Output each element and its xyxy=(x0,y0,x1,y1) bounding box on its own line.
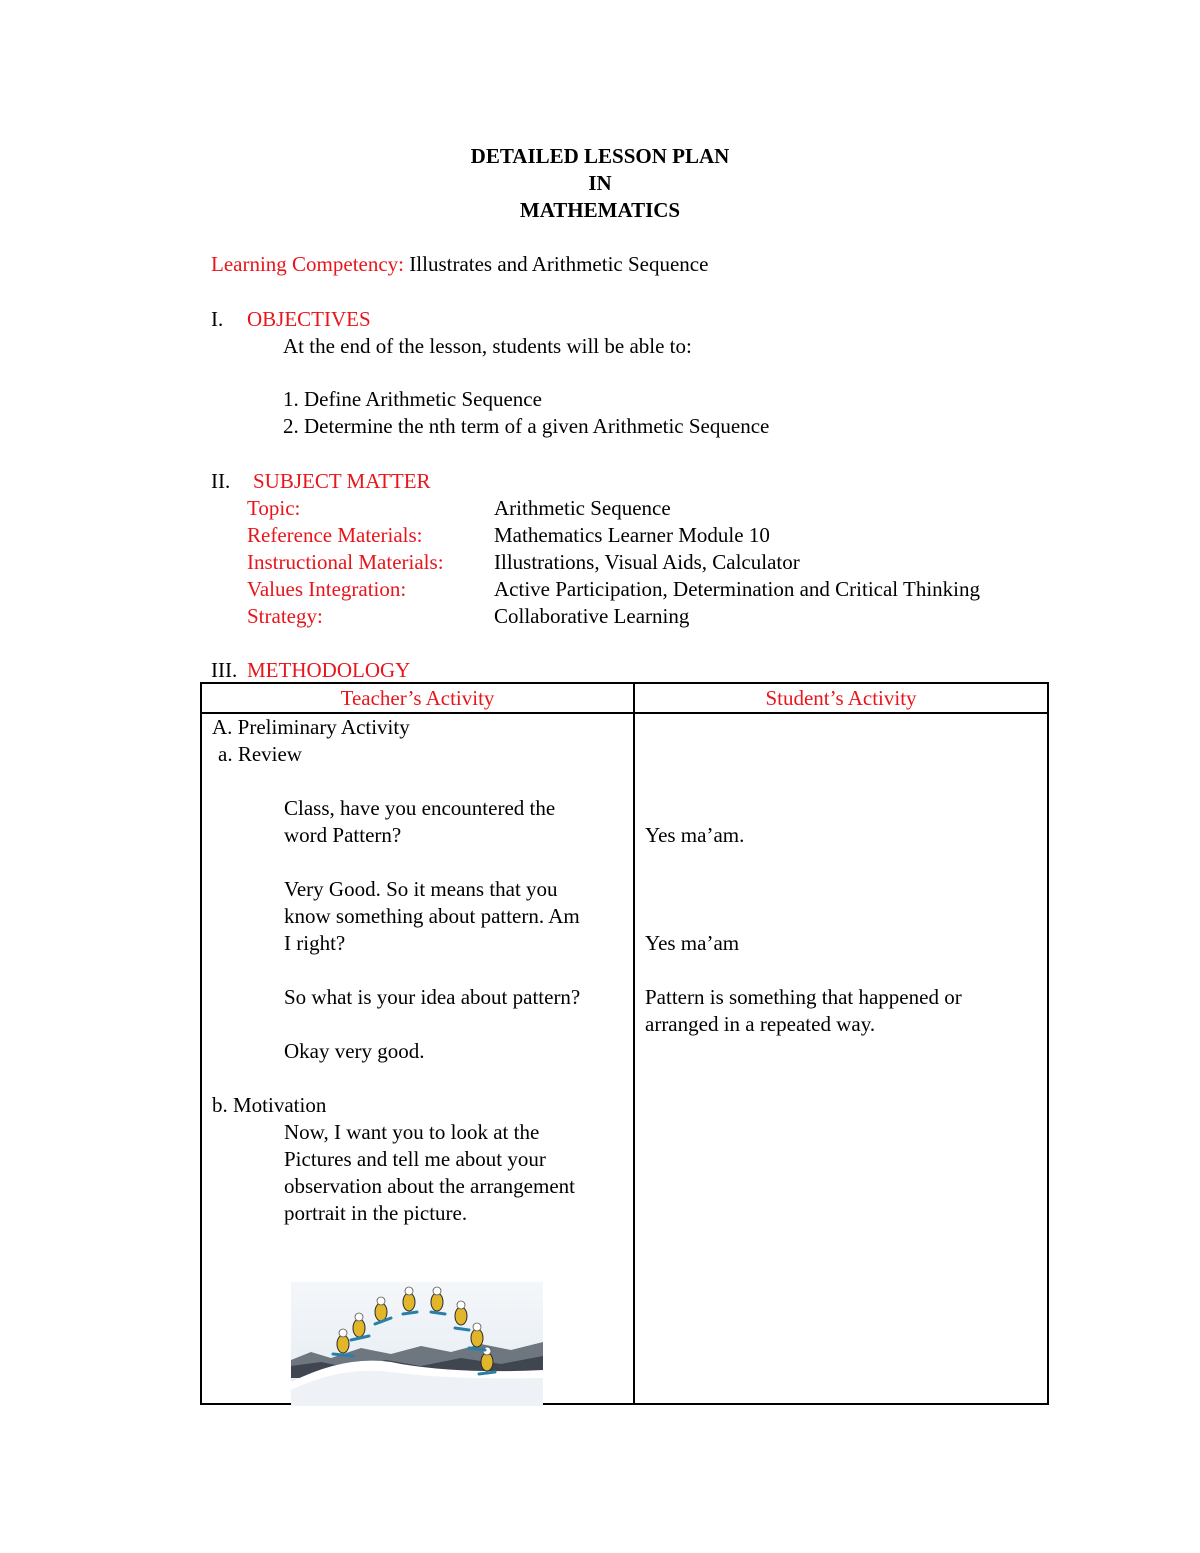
student-activity-header: Student’s Activity xyxy=(634,683,1048,713)
subject-label-topic: Topic: xyxy=(247,496,301,520)
subject-value-values: Active Participation, Determination and Critical Thinking xyxy=(494,577,980,601)
review-heading: a. Review xyxy=(218,742,302,766)
title-line-2: IN xyxy=(588,171,612,195)
subject-value-reference: Mathematics Learner Module 10 xyxy=(494,523,770,547)
objective-item-1: 1. Define Arithmetic Sequence xyxy=(283,387,542,411)
title-line-1: DETAILED LESSON PLAN xyxy=(470,144,730,168)
title-line-3: MATHEMATICS xyxy=(519,198,681,222)
student-answer-2: Yes ma’am xyxy=(645,931,740,955)
motivation-line-1: Now, I want you to look at the xyxy=(284,1120,540,1144)
subject-label-reference: Reference Materials: xyxy=(247,523,423,547)
teacher-question-1-line-1: Class, have you encountered the xyxy=(284,796,556,820)
snowboarder-sequence-photo xyxy=(291,1282,543,1406)
teacher-remark: Okay very good. xyxy=(284,1039,425,1063)
objectives-heading: OBJECTIVES xyxy=(247,307,371,331)
subject-numeral: II. xyxy=(211,469,231,493)
student-answer-3-line-2: arranged in a repeated way. xyxy=(645,1012,876,1036)
teacher-question-2-line-3: I right? xyxy=(284,931,346,955)
objectives-numeral: I. xyxy=(211,307,224,331)
subject-heading: SUBJECT MATTER xyxy=(253,469,431,493)
motivation-line-3: observation about the arrangement xyxy=(284,1174,575,1198)
methodology-heading: METHODOLOGY xyxy=(247,658,411,682)
subject-label-instructional: Instructional Materials: xyxy=(247,550,444,574)
competency-line xyxy=(211,251,708,278)
motivation-line-4: portrait in the picture. xyxy=(284,1201,468,1225)
subject-label-strategy: Strategy: xyxy=(247,604,323,628)
teacher-question-3: So what is your idea about pattern? xyxy=(284,985,581,1009)
motivation-line-2: Pictures and tell me about your xyxy=(284,1147,546,1171)
teacher-question-2-line-1: Very Good. So it means that you xyxy=(284,877,558,901)
teacher-question-1-line-2: word Pattern? xyxy=(284,823,402,847)
student-activity-cell xyxy=(634,713,1048,1404)
subject-value-instructional: Illustrations, Visual Aids, Calculator xyxy=(494,550,800,574)
competency-value: Illustrates and Arithmetic Sequence xyxy=(409,252,709,276)
student-answer-1: Yes ma’am. xyxy=(645,823,745,847)
preliminary-activity-heading: A. Preliminary Activity xyxy=(212,715,410,739)
snowboarder-sequence-illustration xyxy=(291,1282,543,1406)
subject-value-strategy: Collaborative Learning xyxy=(494,604,690,628)
objectives-intro: At the end of the lesson, students will be able to: xyxy=(283,334,692,358)
subject-value-topic: Arithmetic Sequence xyxy=(494,496,671,520)
methodology-table xyxy=(200,682,1049,1405)
objective-item-2: 2. Determine the nth term of a given Arithmetic Sequence xyxy=(283,414,770,438)
teacher-activity-cell xyxy=(201,713,634,1404)
teacher-question-2-line-2: know something about pattern. Am xyxy=(284,904,580,928)
teacher-activity-header: Teacher’s Activity xyxy=(201,683,634,713)
competency-label: Learning Competency: xyxy=(211,252,405,276)
methodology-numeral: III. xyxy=(211,658,238,682)
student-answer-3-line-1: Pattern is something that happened or xyxy=(645,985,962,1009)
subject-label-values: Values Integration: xyxy=(247,577,407,601)
motivation-heading: b. Motivation xyxy=(212,1093,327,1117)
